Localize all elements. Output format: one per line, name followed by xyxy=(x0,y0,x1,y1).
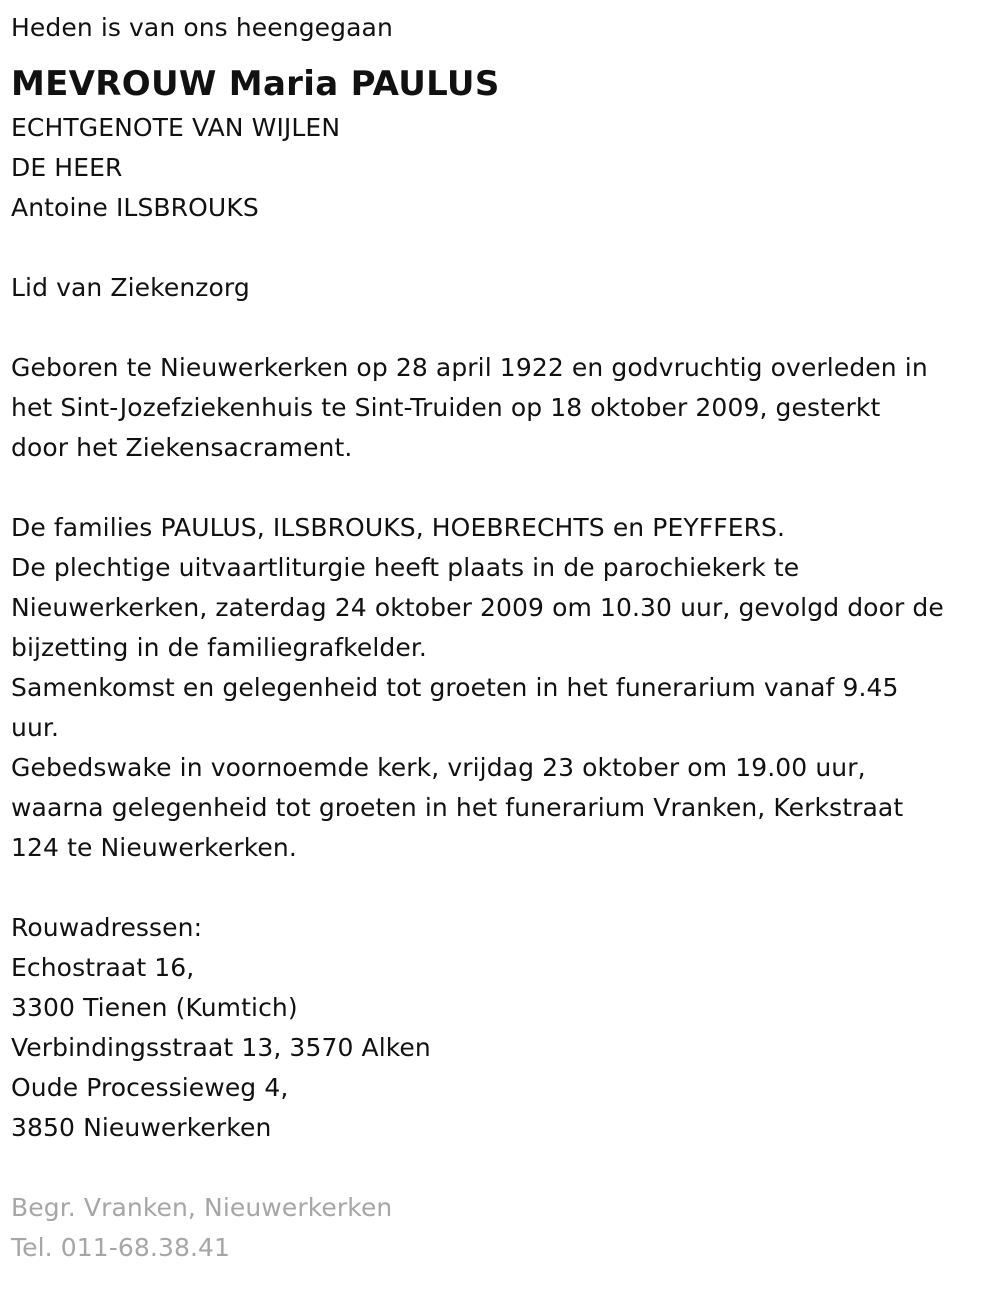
gathering-line: Samenkomst en gelegenheid tot groeten in het funerarium vanaf 9.45 xyxy=(11,673,899,702)
deceased-name: MEVROUW Maria PAULUS xyxy=(11,64,500,104)
spouse-name: Antoine ILSBROUKS xyxy=(11,193,259,222)
vigil-line: waarna gelegenheid tot groeten in het funerarium Vranken, Kerkstraat xyxy=(11,793,904,822)
funeral-line: bijzetting in de familiegrafkelder. xyxy=(11,633,427,662)
birth-death-line: Geboren te Nieuwerkerken op 28 april 1922 en godvruchtig overleden in xyxy=(11,353,928,382)
phone-text: Tel. 011-68.38.41 xyxy=(11,1233,231,1262)
address-line: Verbindingsstraat 13, 3570 Alken xyxy=(11,1033,431,1062)
address-line: 3300 Tienen (Kumtich) xyxy=(11,993,298,1022)
addresses-heading: Rouwadressen: xyxy=(11,913,203,942)
vigil-line: Gebedswake in voornoemde kerk, vrijdag 23 oktober om 19.00 uur, xyxy=(11,753,866,782)
blank-line xyxy=(11,468,1000,508)
relation-line: ECHTGENOTE VAN WIJLEN xyxy=(11,113,341,142)
birth-death-line: het Sint-Jozefziekenhuis te Sint-Truiden op 18 oktober 2009, gesterkt xyxy=(11,393,881,422)
address-line: Echostraat 16, xyxy=(11,953,195,982)
address-line: 3850 Nieuwerkerken xyxy=(11,1113,272,1142)
funeral-line: De plechtige uitvaartliturgie heeft plaats in de parochiekerk te xyxy=(11,553,800,582)
undertaker-text: Begr. Vranken, Nieuwerkerken xyxy=(11,1193,393,1222)
membership-text: Lid van Ziekenzorg xyxy=(11,273,250,302)
relation-line: DE HEER xyxy=(11,153,123,182)
blank-line xyxy=(11,308,1000,348)
address-line: Oude Processieweg 4, xyxy=(11,1073,289,1102)
funeral-line: Nieuwerkerken, zaterdag 24 oktober 2009 om 10.30 uur, gevolgd door de xyxy=(11,593,944,622)
vigil-line: 124 te Nieuwerkerken. xyxy=(11,833,297,862)
blank-line xyxy=(11,868,1000,908)
intro-text: Heden is van ons heengegaan xyxy=(11,13,393,42)
blank-line xyxy=(11,228,1000,268)
gathering-line: uur. xyxy=(11,713,60,742)
families-line: De families PAULUS, ILSBROUKS, HOEBRECHTS en PEYFFERS. xyxy=(11,513,786,542)
birth-death-line: door het Ziekensacrament. xyxy=(11,433,353,462)
blank-line xyxy=(11,1148,1000,1188)
